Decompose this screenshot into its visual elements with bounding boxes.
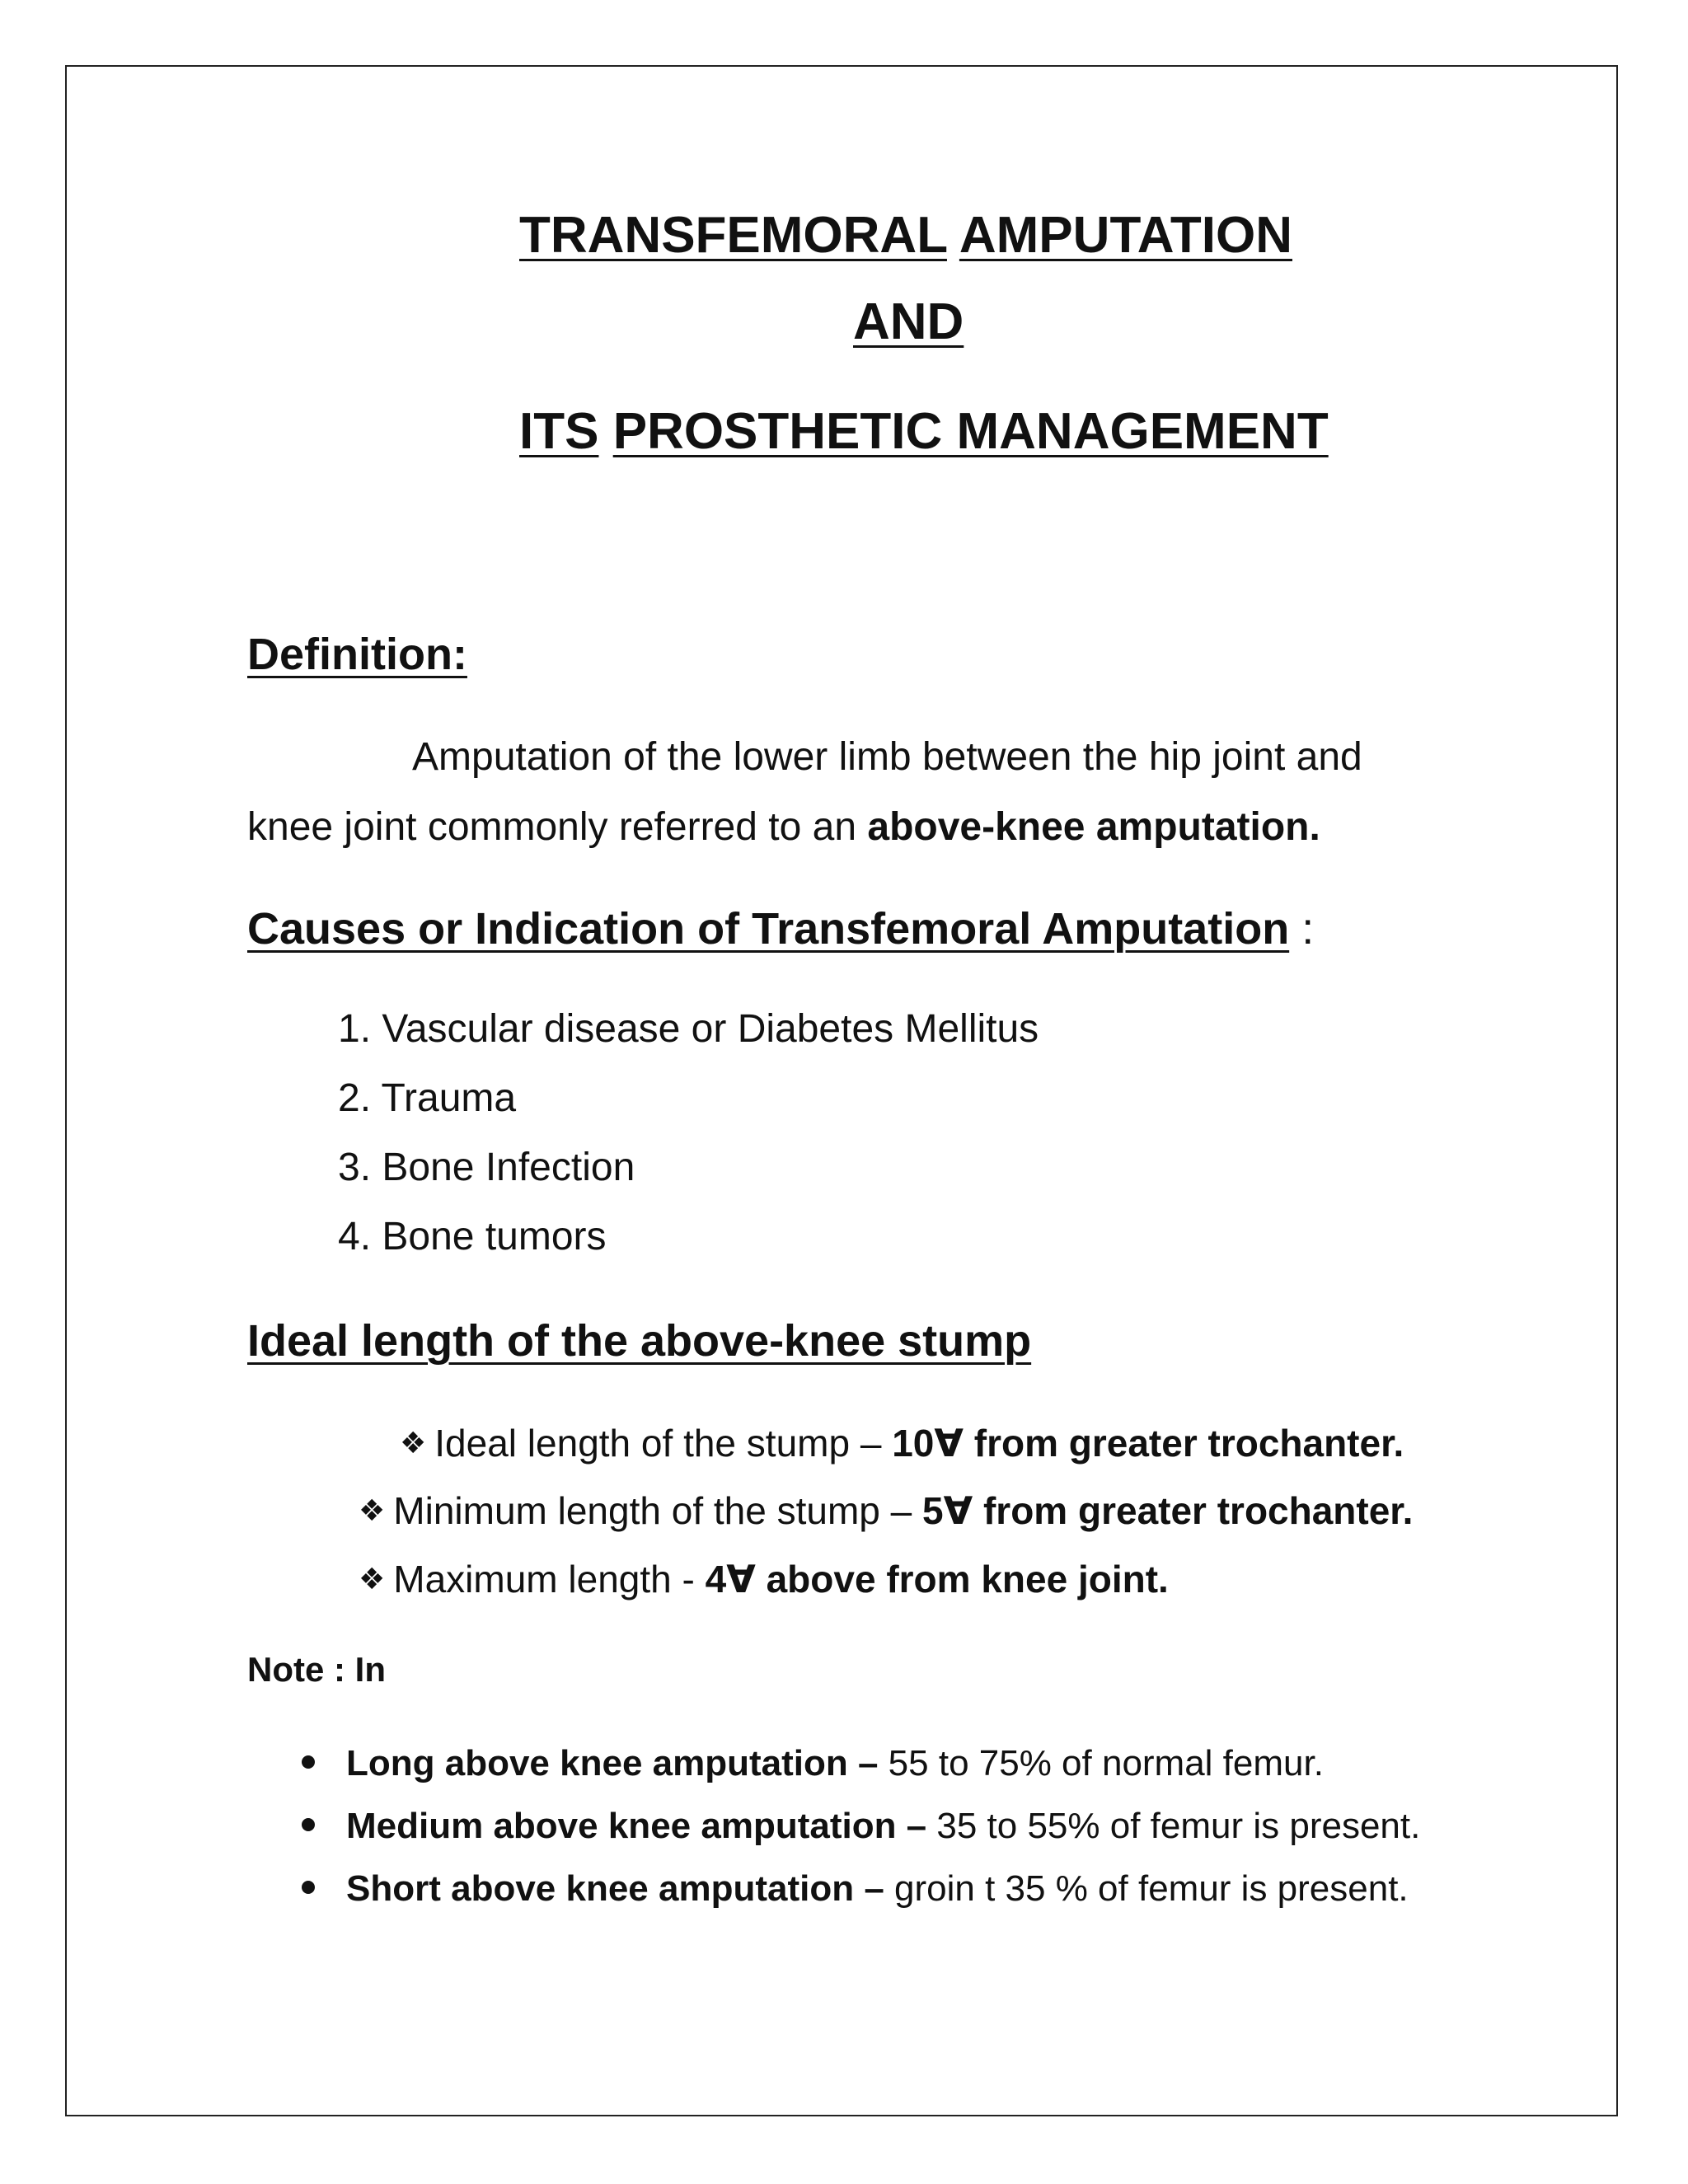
title-word-transfemoral: TRANSFEMORAL: [519, 207, 947, 264]
minimum-length-item: ❖ Minimum length of the stump – 5∀ from greater trochanter.: [359, 1489, 1414, 1532]
title-line-1: [519, 207, 1292, 264]
definition-text-plain: knee joint commonly referred to an: [247, 805, 868, 849]
note-label: Note : In: [247, 1650, 386, 1689]
list-item: Long above knee amputation – 55 to 75% of normal femur.: [297, 1746, 1420, 1808]
ideal-length-heading: Ideal length of the above-knee stump: [247, 1316, 1032, 1366]
list-item: 3. Bone Infection: [338, 1146, 635, 1189]
maximum-length-item: ❖ Maximum length - 4∀ above from knee joint.: [359, 1558, 1169, 1601]
definition-text-line-1: Amputation of the lower limb between the hip joint and: [412, 735, 1362, 779]
definition-text-line-2: [247, 805, 1320, 849]
definition-text-bold: above-knee amputation.: [867, 805, 1320, 849]
ideal-length-item: ❖ Ideal length of the stump – 10∀ from greater trochanter.: [400, 1422, 1404, 1465]
title-line-2: [853, 293, 964, 350]
title-word-amputation: AMPUTATION: [959, 207, 1292, 264]
causes-heading-suffix: :: [1289, 904, 1315, 954]
diamond-bullet-icon: ❖: [359, 1493, 386, 1527]
list-item: 4. Bone tumors: [338, 1215, 607, 1258]
list-item: Medium above knee amputation – 35 to 55% of femur is present.: [297, 1808, 1420, 1871]
bullet-icon: [302, 1818, 315, 1831]
list-item: Short above knee amputation – groin t 35 % of femur is present.: [297, 1871, 1420, 1933]
list-item: 1. Vascular disease or Diabetes Mellitus: [338, 1007, 1039, 1051]
bullet-icon: [302, 1881, 315, 1894]
causes-heading: [247, 904, 1315, 954]
definition-heading: Definition:: [247, 630, 467, 679]
diamond-bullet-icon: ❖: [400, 1426, 427, 1460]
diamond-bullet-icon: ❖: [359, 1562, 386, 1596]
causes-list: [338, 1007, 1039, 1286]
list-item: 2. Trauma: [338, 1076, 517, 1120]
title-prosthetic-management: PROSTHETIC MANAGEMENT: [612, 403, 1329, 460]
title-word-and: AND: [853, 293, 964, 350]
title-line-3: [519, 403, 1329, 460]
bullet-icon: [302, 1755, 315, 1769]
causes-heading-text: Causes or Indication of Transfemoral Amputation: [247, 904, 1290, 954]
note-list: [297, 1743, 1421, 1933]
title-word-its: ITS: [519, 403, 599, 460]
